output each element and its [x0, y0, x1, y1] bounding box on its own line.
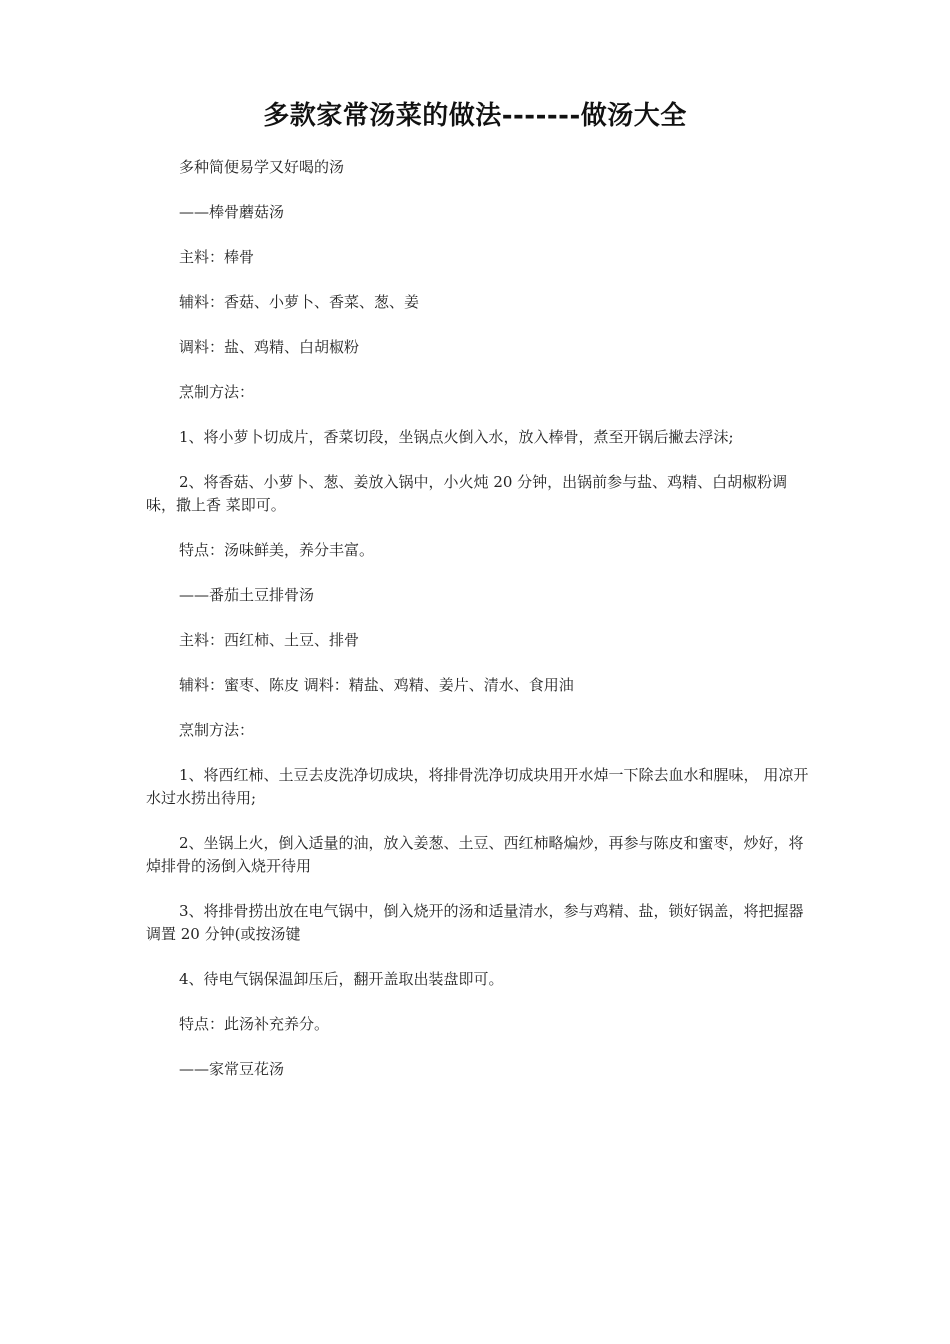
paragraph-method-heading: 烹制方法：: [179, 721, 255, 739]
paragraph-feature: 特点：汤味鲜美，养分丰富。: [179, 541, 375, 559]
paragraph-side-ingredients: 辅料：香菇、小萝卜、香菜、葱、姜: [179, 293, 420, 311]
paragraph-feature: 特点：此汤补充养分。: [179, 1015, 330, 1033]
document-title: 多款家常汤菜的做法-------做汤大全: [263, 101, 687, 131]
paragraph-main-ingredient: 主料：棒骨: [179, 248, 255, 266]
paragraph-method-heading: 烹制方法：: [179, 383, 255, 401]
paragraph-step: 3、将排骨捞出放在电气锅中，倒入烧开的汤和适量清水，参与鸡精、盐，锁好锅盖，将把握器调置 20 分钟(或按汤键: [146, 902, 804, 943]
paragraph-step: 2、将香菇、小萝卜、葱、姜放入锅中，小火炖 20 分钟，出锅前参与盐、鸡精、白胡椒粉调味，撒上香 菜即可。: [146, 473, 788, 514]
paragraph-main-ingredient: 主料：西红柿、土豆、排骨: [179, 631, 360, 649]
paragraph-side-ingredients: 辅料：蜜枣、陈皮 调料：精盐、鸡精、姜片、清水、食用油: [179, 676, 574, 694]
paragraph-intro: 多种简便易学又好喝的汤: [179, 158, 345, 176]
paragraph-step: 1、将小萝卜切成片，香菜切段，坐锅点火倒入水，放入棒骨，煮至开锅后撇去浮沫;: [179, 428, 734, 446]
paragraph-seasonings: 调料：盐、鸡精、白胡椒粉: [179, 338, 360, 356]
paragraph-recipe-heading: ——棒骨蘑菇汤: [179, 203, 285, 221]
paragraph-recipe-heading: ——家常豆花汤: [179, 1060, 285, 1078]
paragraph-step: 2、坐锅上火，倒入适量的油，放入姜葱、土豆、西红柿略煸炒，再参与陈皮和蜜枣，炒好，将焯排骨的汤倒入烧开待用: [146, 834, 804, 875]
paragraph-step: 4、待电气锅保温卸压后，翻开盖取出装盘即可。: [179, 970, 504, 988]
paragraph-recipe-heading: ——番茄土豆排骨汤: [179, 586, 315, 604]
paragraph-step: 1、将西红柿、土豆去皮洗净切成块，将排骨洗净切成块用开水焯一下除去血水和腥味， 用凉开水过水捞出待用;: [146, 766, 809, 807]
document-body: [146, 156, 810, 1103]
